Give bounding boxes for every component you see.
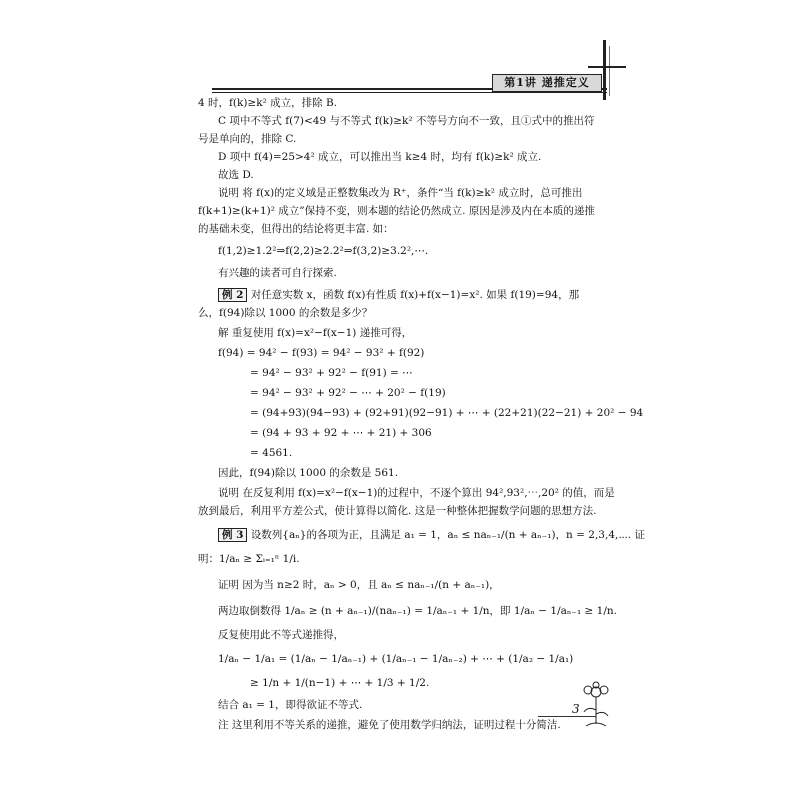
example-3-heading	[218, 528, 645, 542]
text-line: 4 时，f(k)≥k² 成立，排除 B.	[198, 97, 338, 109]
equation-line: = 94² − 93² + 92² − ⋯ + 20² − f(19)	[250, 387, 446, 399]
example-3-text: 设数列{aₙ}的各项为正，且满足 a₁ = 1，aₙ ≤ naₙ₋₁/(n + aₙ₋₁)，n = 2,3,4,⋯. 证	[250, 529, 645, 541]
text-line: 有兴趣的读者可自行探索.	[218, 267, 337, 279]
text-line: C 项中不等式 f(7)<49 与不等式 f(k)≥k² 不等号方向不一致，且①式中的推出符	[218, 115, 595, 127]
text-line: 的基础未变，但得出的结论将更丰富. 如：	[198, 223, 394, 235]
example-3-label: 例 3	[218, 528, 247, 542]
text-line: 故选 D.	[218, 169, 254, 181]
text-line: D 项中 f(4)=25>4² 成立，可以推出当 k≥4 时，均有 f(k)≥k² 成立.	[218, 151, 542, 163]
example-2-label: 例 2	[218, 288, 247, 302]
text-line: 因此，f(94)除以 1000 的余数是 561.	[218, 467, 399, 479]
page-number: 3	[572, 702, 580, 716]
note-text: 注 这里利用不等关系的递推，避免了使用数学归纳法，证明过程十分简洁.	[218, 719, 561, 731]
proof-intro: 证明 因为当 n≥2 时，aₙ > 0，且 aₙ ≤ naₙ₋₁/(n + aₙ₋₁)，	[218, 579, 500, 591]
header-ornament-vertical	[603, 40, 606, 100]
example-2-heading	[218, 288, 579, 302]
text-line: f(k+1)≥(k+1)² 成立”保持不变，则本题的结论仍然成立. 原因是涉及内在本质的递推	[198, 205, 595, 217]
solution-intro: 解 重复使用 f(x)=x²−f(x−1) 递推可得，	[218, 327, 413, 339]
equation-line: ≥ 1/n + 1/(n−1) + ⋯ + 1/3 + 1/2.	[250, 677, 430, 689]
header-rule-thin	[212, 92, 607, 93]
remark-text: 说明 将 f(x)的定义域是正整数集改为 R⁺，条件“当 f(k)≥k² 成立时，总可推出	[218, 187, 583, 199]
chapter-title: 第1讲 递推定义	[492, 74, 602, 92]
text-line: 结合 a₁ = 1，即得欲证不等式.	[218, 699, 363, 711]
equation-line: f(94) = 94² − f(93) = 94² − 93² + f(92)	[218, 347, 425, 359]
text-line: 明：1/aₙ ≥ Σᵢ₌₁ⁿ 1/i.	[198, 553, 300, 565]
equation-line: = 94² − 93² + 92² − f(91) = ⋯	[250, 367, 413, 379]
header-ornament-horizontal	[588, 66, 626, 68]
flower-decoration-icon	[578, 680, 614, 730]
text-line: 么，f(94)除以 1000 的余数是多少？	[198, 307, 373, 319]
text-line: 两边取倒数得 1/aₙ ≥ (n + aₙ₋₁)/(naₙ₋₁) = 1/aₙ₋₁ + 1/n，即 1/aₙ − 1/aₙ₋₁ ≥ 1/n.	[218, 605, 617, 617]
example-2-text: 对任意实数 x，函数 f(x)有性质 f(x)+f(x−1)=x². 如果 f(19)=94，那	[250, 289, 580, 301]
text-line: 放到最后，利用平方差公式，使计算得以简化. 这是一种整体把握数学问题的思想方法.	[198, 505, 597, 517]
header-ornament-vertical-thin	[609, 46, 610, 96]
remark-text: 说明 在反复利用 f(x)=x²−f(x−1)的过程中，不逐个算出 94²,93²,⋯,20² 的值，而是	[218, 487, 615, 499]
equation-line: = (94 + 93 + 92 + ⋯ + 21) + 306	[250, 427, 432, 439]
equation-line: = (94+93)(94−93) + (92+91)(92−91) + ⋯ + (22+21)(22−21) + 20² − 94	[250, 407, 644, 419]
equation-line: 1/aₙ − 1/a₁ = (1/aₙ − 1/aₙ₋₁) + (1/aₙ₋₁ − 1/aₙ₋₂) + ⋯ + (1/a₂ − 1/a₁)	[218, 653, 574, 665]
formula-line: f(1,2)≥1.2²⇒f(2,2)≥2.2²⇒f(3,2)≥3.2²,⋯.	[218, 245, 429, 257]
text-line: 号是单向的，排除 C.	[198, 133, 297, 145]
equation-line: = 4561.	[250, 447, 293, 459]
text-line: 反复使用此不等式递推得，	[218, 629, 344, 641]
